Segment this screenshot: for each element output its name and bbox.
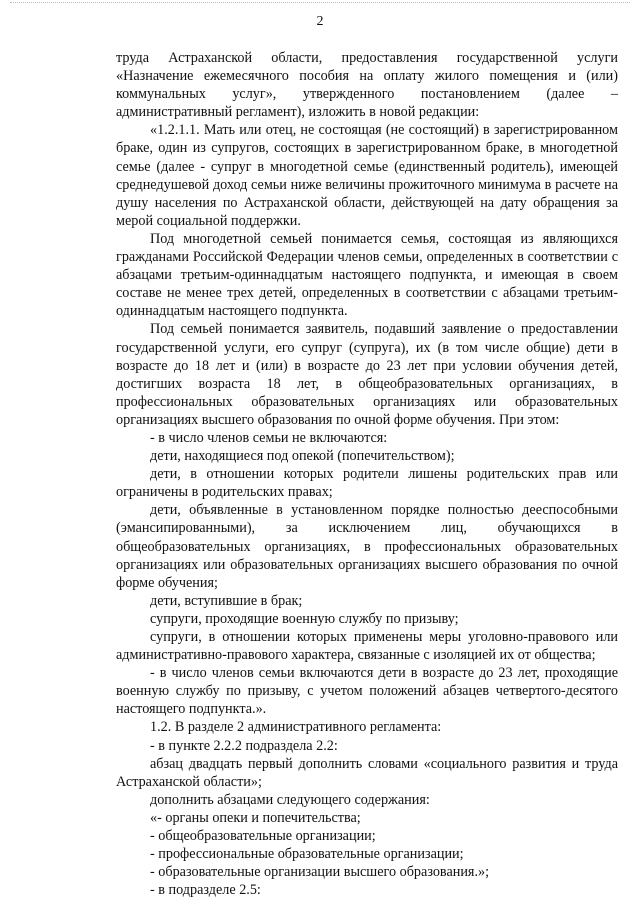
paragraph: дополнить абзацами следующего содержания:	[150, 791, 430, 808]
paragraph: - в пункте 2.2.2 подраздела 2.2:	[150, 737, 338, 754]
paragraph: - в подразделе 2.5:	[150, 882, 261, 899]
paragraph: супруги, проходящие военную службу по призыву;	[150, 610, 459, 627]
paragraph: дети, находящиеся под опекой (попечительством);	[150, 448, 455, 465]
paragraph: 1.2. В разделе 2 административного регламента:	[150, 719, 442, 736]
paragraph: супруги, в отношении которых применены меры уголовно-правового или административно-правового характера, связанные с изоляцией их от общества;	[116, 629, 618, 664]
paragraph: - в число членов семьи включаются дети в возрасте до 23 лет, проходящие военную службу по призыву, с учетом положений абзацев четвертого-десятого настоящего подпункта.».	[116, 665, 618, 718]
paragraph: - общеобразовательные организации;	[150, 828, 376, 845]
paragraph: дети, вступившие в брак;	[150, 592, 303, 609]
paragraph: Под семьей понимается заявитель, подавший заявление о предоставлении государственной услуги, его супруг (супруга), их (в том числе общие) дети в возрасте до 18 лет и (или) в возрасте до 23 лет при условии обучения детей, достигших возраста 18 лет, в общеобразовательных организациях, в профессиональных образовательных организациях или образовательных организациях высшего образования по очной форме обучения. При этом:	[116, 321, 618, 428]
paragraph: дети, объявленные в установленном порядке полностью дееспособными (эмансипированными), за исключением лиц, обучающихся в общеобразовательных организациях, в профессиональных образовательных организациях или образовательных организациях высшего образования по очной форме обучения;	[116, 502, 618, 591]
paragraph: «- органы опеки и попечительства;	[150, 809, 361, 826]
paragraph: Под многодетной семьей понимается семья, состоящая из являющихся гражданами Российской Федерации членов семьи, определенных в соответствии с абзацами третьим-одиннадцатым настоящего подпункта, и имеющая в своем составе не менее трех детей, определенных в соответствии с абзацами третьим-одиннадцатым настоящего подпункта.	[116, 230, 618, 320]
paragraph: - в число членов семьи не включаются:	[150, 429, 388, 446]
document-body	[116, 49, 618, 899]
paragraph: - профессиональные образовательные организации;	[150, 846, 464, 863]
paragraph: - образовательные организации высшего образования.»;	[150, 864, 490, 881]
scan-edge-line	[10, 2, 630, 3]
page-number: 2	[316, 14, 324, 29]
paragraph: абзац двадцать первый дополнить словами «социального развития и труда Астраханской области»;	[116, 755, 618, 790]
paragraph: «1.2.1.1. Мать или отец, не состоящая (не состоящий) в зарегистрированном браке, один из супругов, состоящих в зарегистрированном браке, в многодетной семье (далее - супруг в многодетной семье (единственный родитель), имеющей среднедушевой доход семьи ниже величины прожиточного минимума в расчете на душу населения по Астраханской области, действующей на дату обращения за мерой социальной поддержки.	[116, 122, 618, 229]
paragraph: труда Астраханской области, предоставления государственной услуги «Назначение ежемесячного пособия на оплату жилого помещения и (или) коммунальных услуг», утвержденного постановлением (далее – административный регламент), изложить в новой редакции:	[116, 50, 618, 121]
paragraph: дети, в отношении которых родители лишены родительских прав или ограничены в родительских правах;	[116, 466, 618, 501]
